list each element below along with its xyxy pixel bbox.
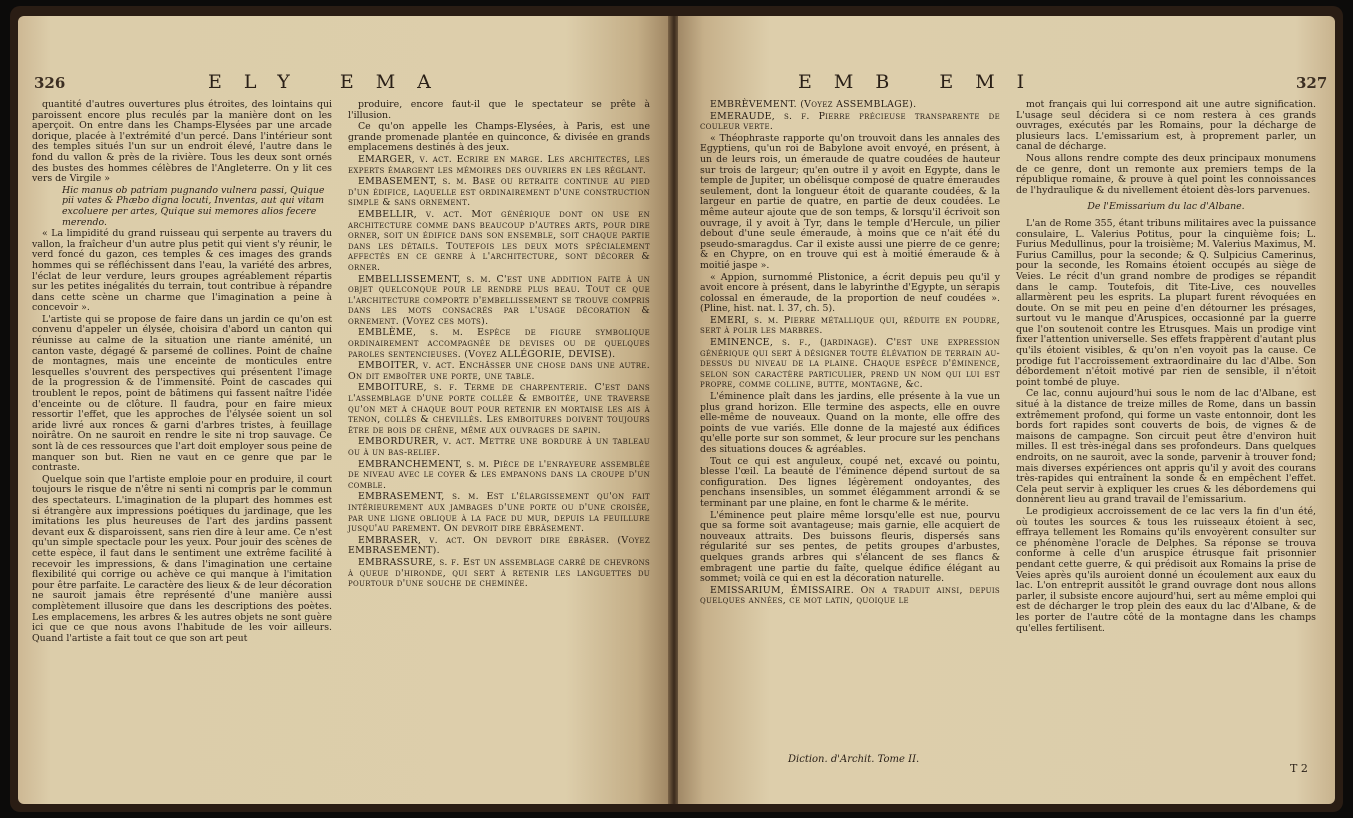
left-column-1 — [32, 100, 332, 645]
book-spread — [10, 6, 1343, 812]
right-column-2 — [1016, 100, 1316, 635]
paragraph: L'an de Rome 355, étant tribuns militaires avec la puissance consulaire, L. Valerius Potitus, pour la cinquième fois; L. Furius Medullinus, pour la troisième; M. Valerius Maximus, M. Furius Camillus, pour la seconde; & Q. Sulpicius Camerinus, pour la seconde, les Romains étoient occupés au siège de Veies. Le récit d'un grand nombre de prodiges se répandit dans le camp. Toutefois, dit Tite-Live, ces nouvelles allarmèrent peu les esprits. La plupart furent révoquées en doute. On se mit peu en peine d'en détourner les présages, surtout vu le manque d'Aruspices, occasionné par la guerre que l'on soutenoit contre les Etrusques. Mais un prodige vint fixer l'attention universelle. Ses effets frappèrent d'autant plus qu'ils étoient visibles, & qu'on n'en voyoit pas la cause. Ce prodige fut l'accroissement extraordinaire du lac d'Albe. Son débordement n'étoit motivé par rien de sensible, il n'étoit point tombé de pluye. — [1016, 217, 1316, 388]
entry-emeri: EMERI, s. m. Pierre métallique qui, réduite en poudre, sert à polir les marbres. — [700, 314, 1000, 337]
paragraph: Tout ce qui est anguleux, coupé net, excavé ou pointu, blesse l'œil. La beauté de l'éminence dépend surtout de sa configuration. Des lignes légèrement ondoyantes, des penchans insensibles, un sommet élégamment arrondi & se terminant par une plaine, en font le charme & le mérite. — [700, 455, 1000, 509]
paragraph: « Théophraste rapporte qu'on trouvoit dans les annales des Egyptiens, qu'un roi de Babylone avoit envoyé, en présent, à un de leurs rois, un émeraude de quatre coudées de hauteur sur trois de largeur; qu'en outre il y avoit en Egypte, dans le temple de Jupiter, un obélisque composé de quatre émeraudes seulement, dont la longueur étoit de quarante coudées, & la largeur en partie de quatre, en partie de deux coudées. Le même auteur ajoute que de son temps, & lorsqu'il écrivoit son ouvrage, il y avoit à Tyr, dans le temple d'Hercule, un pilier debout d'une seule émeraude, à moins que ce n'ait été du pseudo-smaragdus. Car il existe aussi une pierre de ce genre; & en Chypre, on en trouve qui est à moitié émeraude & à moitié jaspe ». — [700, 132, 1000, 271]
paragraph: quantité d'autres ouvertures plus étroites, des lointains qui paroissent encore plus reculés par la manière dont on les aperçoit. On entre dans les Champs-Elysées par une arcade dorique, placée à l'extrémité d'un percé. Dans l'intérieur sont des temples situés l'un sur un endroit élevé, l'autre dans le fond du vallon & près de la rivière. Tous les deux sont ornés des bustes des hommes célèbres de l'Angleterre. On y lit ces vers de Virgile » — [32, 99, 332, 185]
paragraph: produire, encore faut-il que le spectateur se prête à l'illusion. — [348, 99, 650, 121]
entry-emarger: EMARGER, v. act. Ecrire en marge. Les architectes, les experts émargent les mémoires des ouvriers en les réglant. — [348, 153, 650, 176]
paragraph: Ce qu'on appelle les Champs-Elysées, à Paris, est une grande promenade plantée en quinconce, & divisée en grands emplacemens destinés à des jeux. — [348, 121, 650, 154]
entry-emboiter: EMBOITER, v. act. Enchâsser une chose dans une autre. On dit emboîter une porte, une table. — [348, 360, 650, 382]
entry-embrasement: EMBRASEMENT, s. m. Est l'élargissement qu'on fait intérieurement aux jambages d'une porte ou d'une croisée, par une ligne oblique à la face du mur, depuis la feuillure jusqu'au parement. On devroit dire ébrâsement. — [348, 491, 650, 535]
entry-embellir: EMBELLIR, v. act. Mot générique dont on use en architecture comme dans beaucoup d'autres arts, pour dire orner, soit un édifice dans son ensemble, soit chaque partie dans les détails. Toutefois les deux mots spécialement affectés en ce genre à l'architecture, sont décorer & orner. — [348, 208, 650, 273]
entry-emeraude: EMERAUDE, s. f. Pierre précieuse transparente de couleur verte. — [700, 110, 1000, 133]
paragraph: Ce lac, connu aujourd'hui sous le nom de lac d'Albane, est situé à la distance de treize milles de Rome, dans un bassin extrêmement profond, qui forme un vaste entonnoir, dont les bords fort rapides sont couverts de bois, de vignes & de maisons de campagne. Son circuit peut être d'environ huit milles. Il est très-inégal dans ses profondeurs. Dans quelques endroits, on ne sauroit, avec la sonde, parvenir à trouver fond; mais diverses expériences ont appris qu'il y avoit des courans très-rapides qui entraînent la sonde & en empêchent l'effet. Cela peut servir à expliquer les crues & les débordemens qui donnèrent lieu au grand travail de l'emissarium. — [1016, 388, 1316, 506]
running-head-left: ELY EMA — [208, 71, 453, 93]
entry-embellissement: EMBELLISSEMENT, s. m. C'est une addition faite à un objet quelconque pour le rendre plus beau. Tout ce que l'architecture comporte d'embellissement se trouve compris dans les mots consacrés par l'usage décoration & ornement. (Voyez ces mots). — [348, 273, 650, 327]
entry-embranchement: EMBRANCHEMENT, s. m. Pièce de l'enrayeure assemblée de niveau avec le coyer & les empanons dans la croupe d'un comble. — [348, 458, 650, 491]
latin-verse: Hic manus ob patriam pugnando vulnera passi, Quique pii vates & Phæbo digna locuti, Inventas, aut qui vitam excoluere per artes, Quique sui memores alios fecere merendo. — [62, 184, 325, 228]
paragraph: L'éminence plaît dans les jardins, elle présente à la vue un plus grand horizon. Elle termine des aspects, elle en ouvre elle-même de nouveaux. Quand on la monte, elle offre des points de vue variés. Elle donne de la majesté aux édifices qu'elle porte sur son sommet, & leur procure sur les penchans des situations douces & agréables. — [700, 391, 1000, 455]
right-page — [678, 16, 1335, 804]
paragraph: « Appion, surnommé Plistonice, a écrit depuis peu qu'il y avoit encore à présent, dans le labyrinthe d'Egypte, un sérapis colossal en émeraude, de la proportion de neuf coudées ». (Pline, hist. nat. l. 37, ch. 5). — [700, 271, 1000, 315]
right-column-1 — [700, 100, 1000, 608]
paragraph: L'artiste qui se propose de faire dans un jardin ce qu'on est convenu d'appeler un élysée, choisira d'abord un canton qui réunisse au calme de la situation une riante aménité, un canton vaste, dégagé & parsemé de collines. Point de chaîne de montagnes, mais une enceinte de monticules entre lesquelles s'ouvrent des perspectives qui présentent l'image de la progression & de l'immensité. Point de cascades qui troublent le repos, point de bâtimens qui fassent naître l'idée d'enceinte ou de clôture. Il faudra, pour en faire mieux ressortir l'effet, que les approches de l'élysée soient un sol aride livré aux ronces & garni d'arbres tristes, à feuillage noirâtre. On ne sauroit en rendre le site ni trop sauvage. Ce sont là de ces ressources que l'art doit employer sous peine de manquer son but. Rien ne vaut en ce genre que par le contraste. — [32, 313, 332, 474]
left-page — [18, 16, 670, 804]
signature-mark: T 2 — [1290, 762, 1308, 775]
entry-embasement: EMBASEMENT, s. m. Base ou retraite continue au pied d'un édifice, laquelle est ordinairement d'une construction simple & sans ornement. — [348, 176, 650, 209]
page-number-right: 327 — [1296, 74, 1328, 92]
paragraph: L'éminence peut plaire même lorsqu'elle est nue, pourvu que sa forme soit avantageuse; mais garnie, elle acquiert de nouveaux attraits. Des buissons fleuris, dispersés sans régularité sur ses pentes, de petits groupes d'arbustes, quelques grands arbres qui s'élancent de ses flancs & embragent une partie du faîte, quelque édifice élégant au sommet; voilà ce qui en est la décoration naturelle. — [700, 509, 1000, 585]
entry-emborder: EMBORDURER, v. act. Mettre une bordure à un tableau ou à un bas-relief. — [348, 436, 650, 458]
section-heading: De l'Emissarium du lac d'Albane. — [1087, 201, 1245, 213]
paragraph: « La limpidité du grand ruisseau qui serpente au travers du vallon, la fraîcheur d'un autre plus petit qui vient s'y réunir, le verd foncé du gazon, ces temples & ces images des grands hommes qui se réfléchissent dans l'eau, la variété des arbres, l'éclat de leur verdure, leurs groupes agréablement répartis sur les petites inégalités du terrain, tout contribue à répandre dans cette scène un charme que l'imagination a peine à concevoir ». — [32, 228, 332, 314]
entry-emissarium: EMISSARIUM, ÉMISSAIRE. On a traduit ainsi, depuis quelques années, ce mot latin, quoique le — [700, 584, 1000, 607]
left-column-2 — [348, 100, 650, 591]
entry-embrevement: EMBRÈVEMENT. (Voyez ASSEMBLAGE). — [710, 99, 917, 110]
entry-embleme: EMBLÈME, s. m. Espèce de figure symbolique ordinairement accompagnée de devises ou de quelques paroles sentencieuses. (Voyez ALLÉGORIE, DEVISE). — [348, 327, 650, 360]
paragraph: mot français qui lui correspond ait une autre signification. L'usage seul décidera si ce nom restera à ces grands ouvrages, exécutés par les Romains, pour la décharge de plusieurs lacs. L'emissarium est, à proprement parler, un canal de décharge. — [1016, 99, 1316, 153]
page-number-left: 326 — [34, 74, 66, 92]
entry-embraser: EMBRASER, v. act. On devroit dire ébrâser. (Voyez EMBRASEMENT). — [348, 534, 650, 557]
paragraph: Le prodigieux accroissement de ce lac vers la fin d'un été, où toutes les sources & tous les ruisseaux étoient à sec, effraya tellement les Romains qu'ils envoyèrent consulter sur ce phénomène l'oracle de Delphes. Sa réponse se trouva conforme à celle d'un aruspice étrusque fait prisonnier pendant cette guerre, & qui prédisoit aux Romains la prise de Veies après qu'ils auroient donné un écoulement aux eaux du lac. L'on entreprit aussitôt le grand ouvrage dont nous allons parler, il subsiste encore aujourd'hui, sert au même emploi qui est de décharger le trop plein des eaux du lac d'Albane, & de les porter de l'autre côté de la montagne dans les champs qu'elles fertilisent. — [1016, 505, 1316, 634]
entry-eminence: EMINENCE, s. f., (jardinage). C'est une expression générique qui sert à désigner toute élévation de terrain au-dessus du niveau de la plaine. Chaque espèce d'éminence, selon son caractère particulier, prend un nom qui lui est propre, comme colline, butte, montagne, &c. — [700, 337, 1000, 391]
paragraph: Quelque soin que l'artiste emploie pour en produire, il court toujours le risque de n'être ni senti ni compris par le commun des spectateurs. L'imagination de la plupart des hommes est si étrangère aux impressions poétiques du jardinage, que les imitations les plus heureuses de l'art des jardins passent devant eux & disparoissent, sans rien dire à leur ame. Ce n'est qu'un simple spectacle pour les yeux. Pour jouir des scènes de cette espèce, il faut dans le sentiment une extrême facilité à recevoir les impressions, & dans l'imagination une certaine flexibilité qui corrige ou achève ce qui manque à l'imitation pour être parfaite. Le caractère des lieux & de leur décoration ne sauroit jamais être représenté d'une manière aussi complètement illusoire que dans les descriptions des poètes. Les emplacemens, les arbres & les autres objets ne sont guère ici que ce que nous avons l'habitude de les voir ailleurs. Quand l'artiste a fait tout ce que son art peut — [32, 473, 332, 644]
paragraph: Nous allons rendre compte des deux principaux monumens de ce genre, dont un remonte aux premiers temps de la république romaine, & prouve à quel point les connoissances de l'hydraulique & du nivellement étoient dès-lors parvenues. — [1016, 152, 1316, 196]
running-head-right: EMB EMI — [798, 71, 1047, 93]
entry-embrassure: EMBRASSURE, s. f. Est un assemblage carré de chevrons à queue d'hironde, qui sert à retenir les languettes du pourtour d'une souche de cheminée. — [348, 556, 650, 590]
signature-line: Diction. d'Archit. Tome II. — [788, 754, 920, 765]
entry-emboiture: EMBOITURE, s. f. Terme de charpenterie. C'est dans l'assemblage d'une porte collée & emboitée, une traverse qu'on met à chaque bout pour retenir en mortaise les ais à tenon, collés & chevillés. Les emboitures doivent toujours être de bois de chêne, même aux ouvrages de sapin. — [348, 382, 650, 436]
